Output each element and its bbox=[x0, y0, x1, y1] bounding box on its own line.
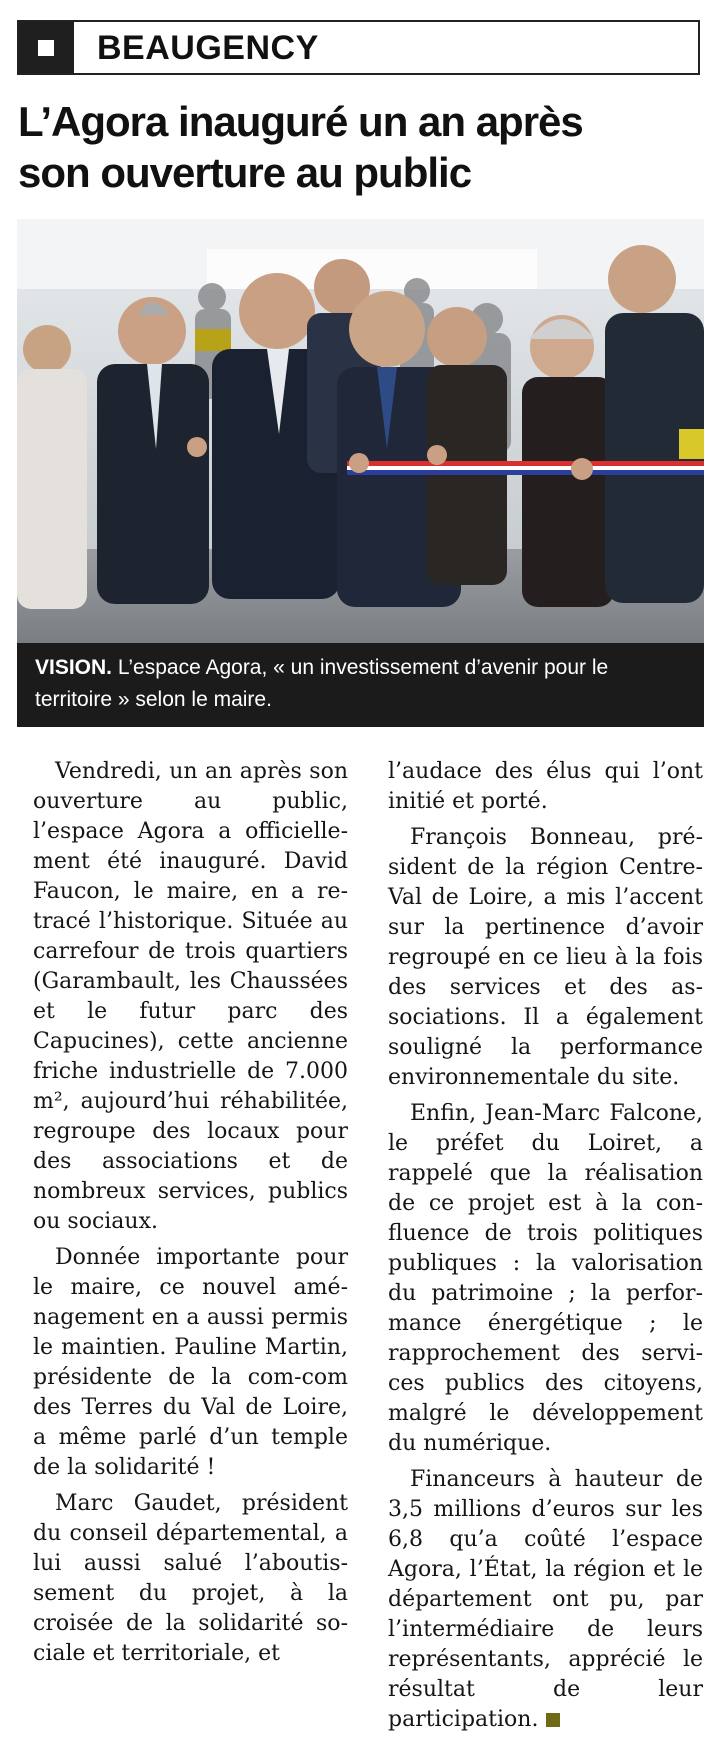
paragraph: François Bonneau, président de la région Centre-Val de Loire, a mis l’accent sur la pertinence d’avoir regroupé en ce lieu à la fois des services et des associations. Il a également souligné la performance environnementale du site. bbox=[388, 825, 703, 1090]
paragraph-continuation: l’audace des élus qui l’ont initié et porté. bbox=[388, 759, 703, 814]
paragraph-final bbox=[388, 1465, 703, 1735]
article-column-2 bbox=[388, 757, 703, 1741]
paragraph-final-text: Financeurs à hauteur de 3,5 millions d’euros sur les 6,8 qu’a coûté l’espace Agora, l’État, la région et le département ont pu, par l’intermédiaire de leurs représentants, apprécié le résultat de leur participation. bbox=[388, 1467, 703, 1732]
caption-text: L’espace Agora, « un investissement d’avenir pour le territoire » selon le maire. bbox=[35, 656, 609, 711]
rubric-inner-square bbox=[38, 40, 54, 56]
photo-caption bbox=[17, 643, 704, 727]
end-of-article-icon bbox=[546, 1713, 560, 1727]
headline-line-2: son ouverture au public bbox=[18, 149, 472, 196]
article-headline bbox=[18, 96, 708, 198]
article-column-1 bbox=[33, 757, 348, 1741]
article-body bbox=[33, 757, 703, 1741]
caption-lead: VISION. bbox=[35, 656, 113, 679]
paragraph: Donnée importante pour le maire, ce nouvel aménagement en a aussi permis le maintien. Pauline Martin, présidente de la com-com des Terres du Val de Loire, a même parlé d’un temple de la solidarité ! bbox=[33, 1245, 348, 1480]
section-rubric bbox=[17, 20, 700, 75]
rubric-label: BEAUGENCY bbox=[97, 29, 319, 67]
paragraph: Enfin, Jean-Marc Falcone, le préfet du Loiret, a rappelé que la réalisation de ce projet est à la confluence de trois politiques publiques : la valorisation du patrimoine ; la performance énergétique ; le rapprochement des services publics des citoyens, malgré le développement du numérique. bbox=[388, 1101, 703, 1456]
paragraph: Vendredi, un an après son ouverture au public, l’espace Agora a officiellement été inauguré. David Faucon, le maire, en a retracé l’historique. Située au carrefour de trois quartiers (Garambault, les Chaussées et le futur parc des Capucines), cette ancienne friche industrielle de 7.000 m², aujourd’hui réhabilitée, regroupe des locaux pour des associations et de nombreux services, publics ou sociaux. bbox=[33, 759, 348, 1234]
rubric-square-icon bbox=[19, 22, 74, 73]
headline-line-1: L’Agora inauguré un an après bbox=[18, 98, 583, 145]
paragraph: Marc Gaudet, président du conseil départemental, a lui aussi salué l’aboutissement du projet, à la croisée de la solidarité sociale et territoriale, et bbox=[33, 1491, 348, 1666]
